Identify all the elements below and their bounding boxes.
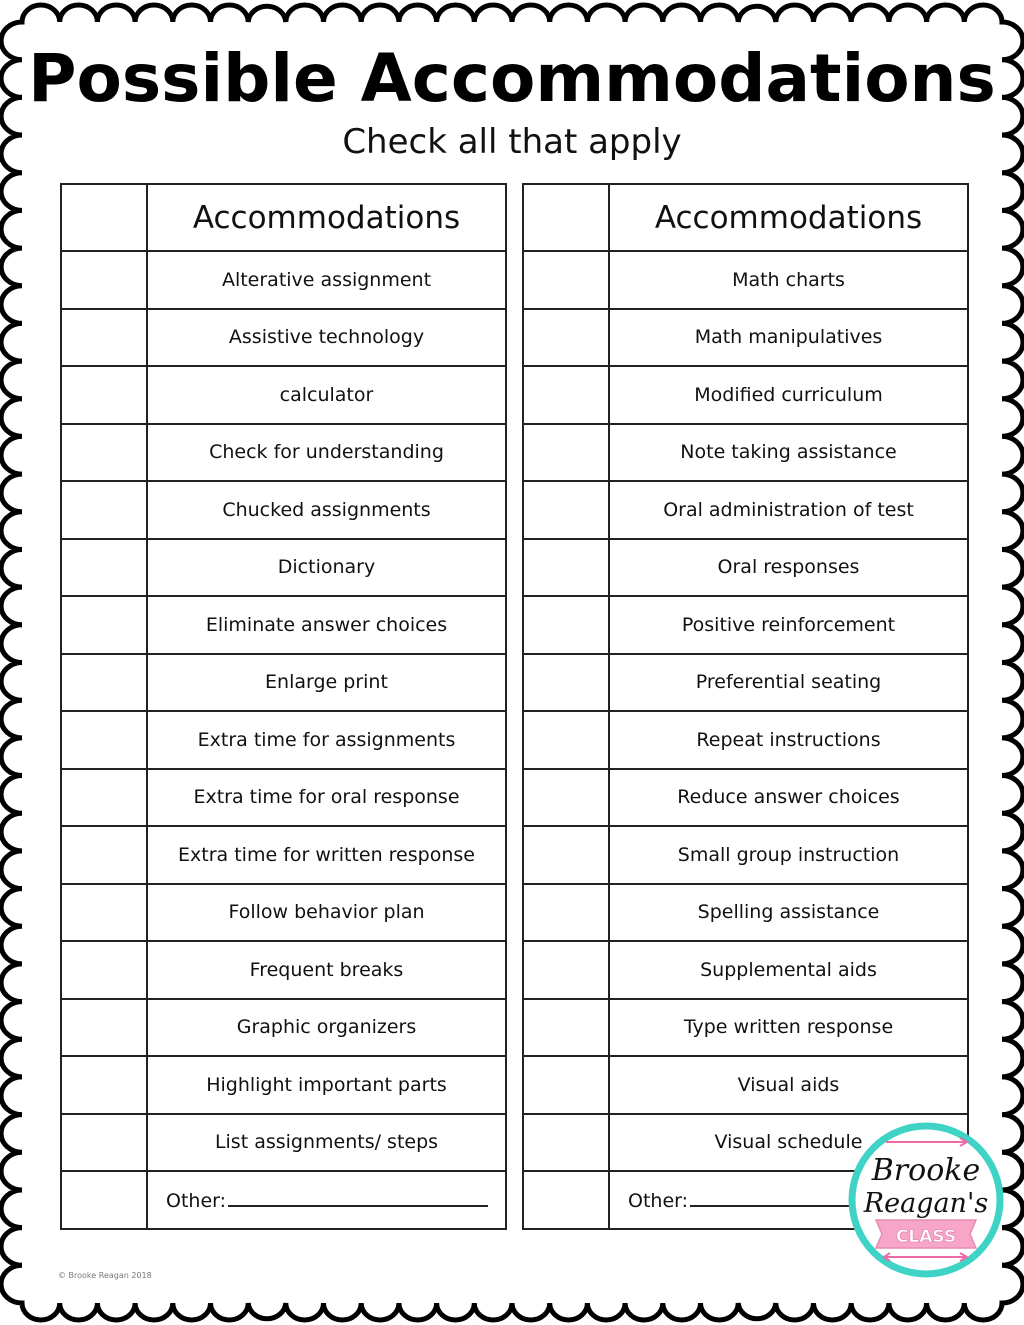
column-header: Accommodations [609, 184, 968, 251]
checkbox-cell[interactable] [61, 309, 147, 367]
accommodation-label: calculator [147, 366, 506, 424]
table-row-other [61, 1171, 506, 1229]
checkbox-cell[interactable] [61, 941, 147, 999]
table-row [61, 941, 506, 999]
accommodation-label: Enlarge print [147, 654, 506, 712]
checkbox-cell[interactable] [523, 826, 609, 884]
accommodation-label: Oral responses [609, 539, 968, 597]
table-row [523, 309, 968, 367]
accommodations-table-right [522, 183, 969, 1230]
checkbox-cell[interactable] [61, 1114, 147, 1172]
table-row [523, 424, 968, 482]
checkbox-cell[interactable] [61, 184, 147, 251]
copyright-text: © Brooke Reagan 2018 [58, 1271, 152, 1280]
accommodation-label: Visual aids [609, 1056, 968, 1114]
accommodation-label: Positive reinforcement [609, 596, 968, 654]
table-row [523, 654, 968, 712]
accommodation-label: Highlight important parts [147, 1056, 506, 1114]
checkbox-cell[interactable] [523, 539, 609, 597]
checkbox-cell[interactable] [523, 941, 609, 999]
accommodation-label: Follow behavior plan [147, 884, 506, 942]
table-row [523, 596, 968, 654]
table-row [61, 424, 506, 482]
table-row [61, 654, 506, 712]
checkbox-cell[interactable] [61, 654, 147, 712]
table-row [523, 251, 968, 309]
accommodation-label: Extra time for assignments [147, 711, 506, 769]
checkbox-cell[interactable] [61, 1171, 147, 1229]
accommodation-label: Spelling assistance [609, 884, 968, 942]
table-row [61, 1114, 506, 1172]
checkbox-cell[interactable] [61, 481, 147, 539]
checkbox-cell[interactable] [61, 539, 147, 597]
accommodation-label: Eliminate answer choices [147, 596, 506, 654]
checkbox-cell[interactable] [523, 999, 609, 1057]
checkbox-cell[interactable] [523, 481, 609, 539]
checkbox-cell[interactable] [61, 769, 147, 827]
table-row [61, 999, 506, 1057]
table-row [61, 826, 506, 884]
table-row [523, 999, 968, 1057]
table-row [523, 711, 968, 769]
accommodation-label: Preferential seating [609, 654, 968, 712]
table-header-row [61, 184, 506, 251]
table-row [61, 481, 506, 539]
table-row [523, 366, 968, 424]
checkbox-cell[interactable] [523, 1056, 609, 1114]
checkbox-cell[interactable] [523, 884, 609, 942]
column-header: Accommodations [147, 184, 506, 251]
accommodation-label: Type written response [609, 999, 968, 1057]
checkbox-cell[interactable] [523, 654, 609, 712]
table-header-row [523, 184, 968, 251]
table-row [523, 826, 968, 884]
table-row [61, 769, 506, 827]
checkbox-cell[interactable] [523, 424, 609, 482]
accommodation-label: Small group instruction [609, 826, 968, 884]
other-label: Other: [628, 1190, 689, 1213]
accommodation-label: Frequent breaks [147, 941, 506, 999]
brooke-reagans-class-logo [846, 1120, 1006, 1280]
checkbox-cell[interactable] [523, 366, 609, 424]
page-title: Possible Accommodations [28, 40, 996, 117]
logo-line-brooke: Brooke [871, 1153, 981, 1188]
table-row [61, 309, 506, 367]
other-cell [147, 1171, 506, 1229]
checkbox-cell[interactable] [523, 769, 609, 827]
accommodation-label: Extra time for written response [147, 826, 506, 884]
table-row [61, 596, 506, 654]
accommodation-label: Assistive technology [147, 309, 506, 367]
table-row [61, 1056, 506, 1114]
accommodation-label: Modified curriculum [609, 366, 968, 424]
accommodation-label: Visual schedule [609, 1114, 968, 1172]
table-row [61, 251, 506, 309]
checkbox-cell[interactable] [61, 711, 147, 769]
checkbox-cell[interactable] [523, 596, 609, 654]
checkbox-cell[interactable] [61, 884, 147, 942]
accommodation-label: Repeat instructions [609, 711, 968, 769]
checkbox-cell[interactable] [523, 184, 609, 251]
checkbox-cell[interactable] [61, 999, 147, 1057]
accommodation-label: Extra time for oral response [147, 769, 506, 827]
accommodation-label: Check for understanding [147, 424, 506, 482]
table-row [523, 941, 968, 999]
checkbox-cell[interactable] [523, 309, 609, 367]
checkbox-cell[interactable] [61, 366, 147, 424]
accommodation-label: Alterative assignment [147, 251, 506, 309]
table-row [523, 1056, 968, 1114]
accommodation-label: List assignments/ steps [147, 1114, 506, 1172]
table-row [523, 884, 968, 942]
table-row [523, 481, 968, 539]
accommodation-label: Oral administration of test [609, 481, 968, 539]
table-row [523, 769, 968, 827]
checkbox-cell[interactable] [61, 596, 147, 654]
checkbox-cell[interactable] [61, 251, 147, 309]
table-row [61, 539, 506, 597]
other-label: Other: [166, 1190, 227, 1213]
checkbox-cell[interactable] [523, 251, 609, 309]
accommodations-table-left [60, 183, 507, 1230]
table-row [523, 539, 968, 597]
accommodation-label: Dictionary [147, 539, 506, 597]
checkbox-cell[interactable] [61, 1056, 147, 1114]
accommodation-label: Note taking assistance [609, 424, 968, 482]
page-subtitle: Check all that apply [342, 122, 682, 162]
accommodation-label: Supplemental aids [609, 941, 968, 999]
accommodation-label: Math manipulatives [609, 309, 968, 367]
accommodation-label: Chucked assignments [147, 481, 506, 539]
accommodation-label: Reduce answer choices [609, 769, 968, 827]
checkbox-cell[interactable] [523, 1114, 609, 1172]
accommodation-label: Math charts [609, 251, 968, 309]
checkbox-cell[interactable] [61, 826, 147, 884]
logo-line-reagans: Reagan's [863, 1188, 989, 1219]
other-input-line[interactable] [228, 1187, 488, 1207]
table-row [61, 711, 506, 769]
logo-line-class: CLASS [895, 1227, 957, 1247]
table-row [61, 366, 506, 424]
table-row [61, 884, 506, 942]
checkbox-cell[interactable] [61, 424, 147, 482]
checkbox-cell[interactable] [523, 1171, 609, 1229]
checkbox-cell[interactable] [523, 711, 609, 769]
accommodation-label: Graphic organizers [147, 999, 506, 1057]
